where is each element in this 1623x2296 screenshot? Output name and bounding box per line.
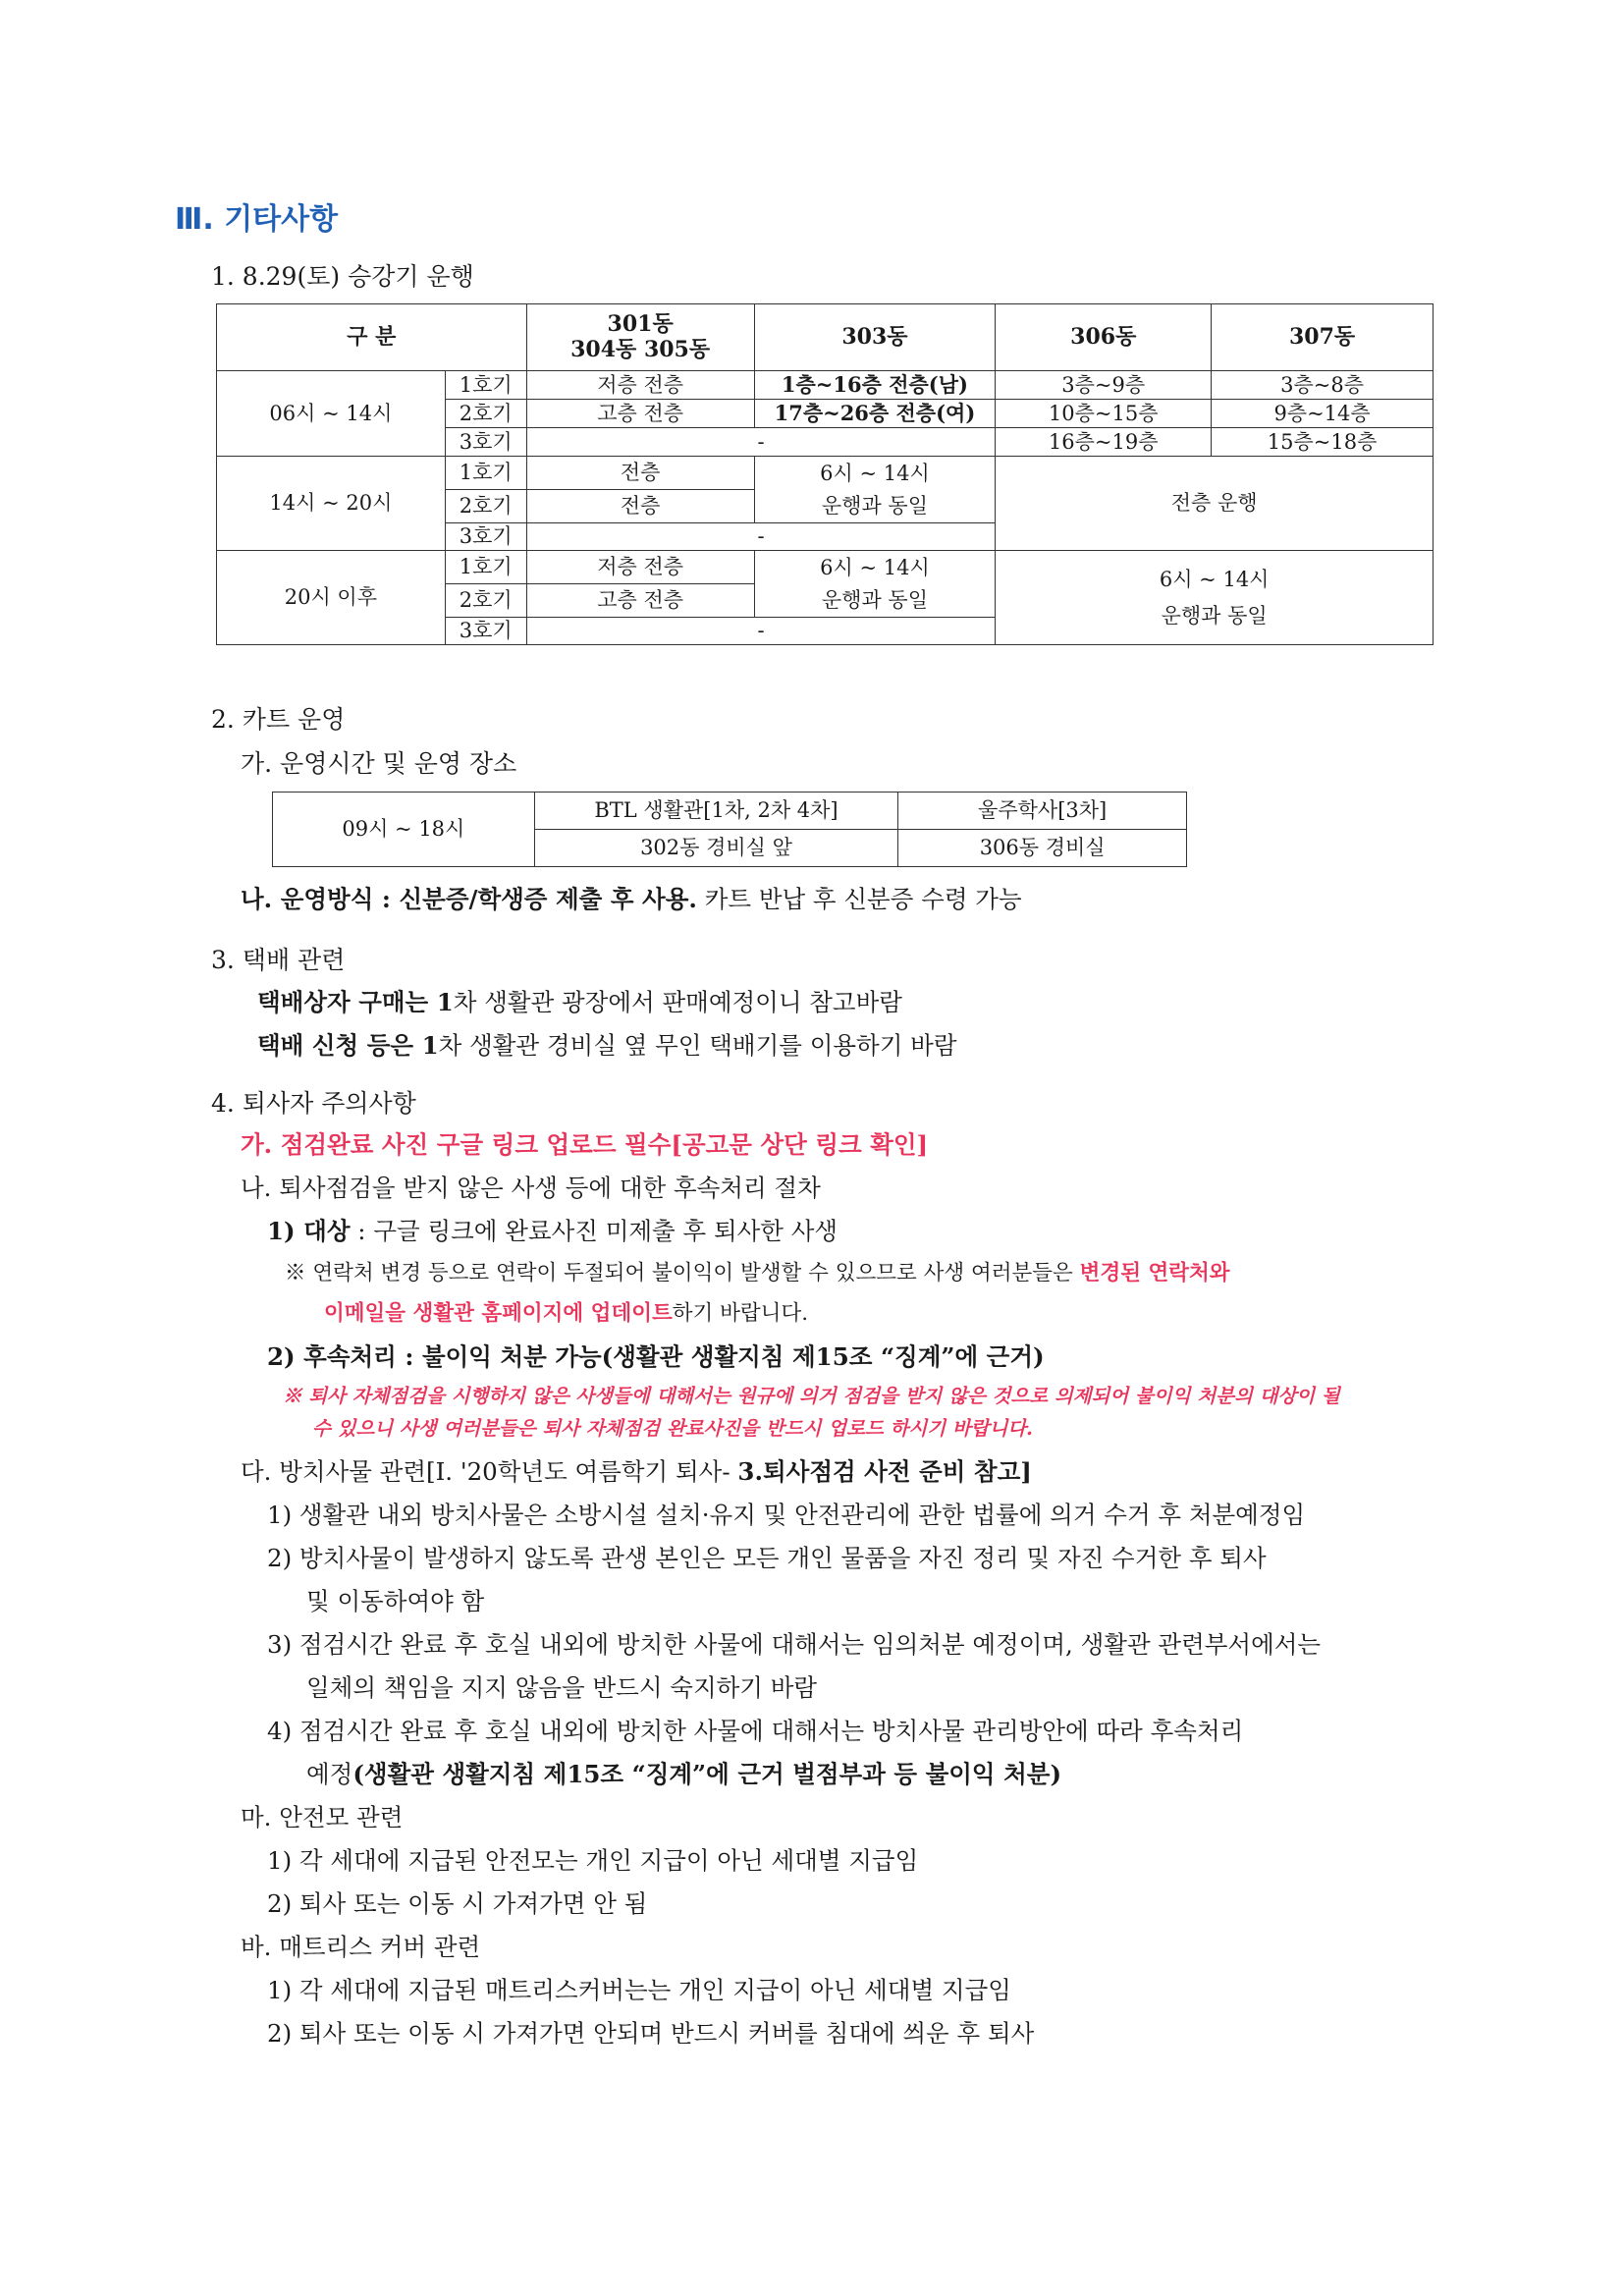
leaving-d: 마. 안전모 관련 bbox=[241, 1803, 404, 1831]
header-307: 307동 bbox=[1212, 304, 1434, 371]
cell: 전층 bbox=[526, 457, 754, 490]
cell: 고층 전층 bbox=[526, 584, 754, 618]
leaving-e2: 2) 퇴사 또는 이동 시 가져가면 안되며 반드시 커버를 침대에 씌운 후 퇴사 bbox=[267, 2019, 1035, 2048]
unit-label: 2호기 bbox=[445, 400, 526, 428]
cell: 16층~19층 bbox=[996, 428, 1212, 457]
leaving-c: 다. 방치사물 관련[Ⅰ. '20학년도 여름학기 퇴사- 3.퇴사점검 사전 준비 참고] bbox=[241, 1457, 1032, 1486]
unit-label: 3호기 bbox=[445, 618, 526, 645]
parcel-line1: 택배상자 구매는 1차 생활관 광장에서 판매예정이니 참고바람 bbox=[257, 988, 902, 1016]
header-gubun: 구 분 bbox=[217, 304, 527, 371]
leaving-b2: 2) 후속처리 : 불이익 처분 가능(생활관 생활지침 제15조 “징계”에 근거) bbox=[267, 1342, 1045, 1371]
cell: - bbox=[526, 618, 996, 645]
leaving-d2: 2) 퇴사 또는 이동 시 가져가면 안 됨 bbox=[267, 1889, 648, 1918]
cell: 15층~18층 bbox=[1212, 428, 1434, 457]
cell: 저층 전층 bbox=[526, 551, 754, 584]
cell: 전층 운행 bbox=[996, 457, 1434, 551]
cell: 6시 ~ 14시 운행과 동일 bbox=[754, 551, 996, 618]
leaving-b2-note-l1: ※ 퇴사 자체점검을 시행하지 않은 사생들에 대해서는 원규에 의거 점검을 받지 않은 것으로 의제되어 불이익 처분의 대상이 될 bbox=[283, 1385, 1340, 1407]
parcel-title: 3. 택배 관련 bbox=[211, 946, 346, 974]
cell: 6시 ~ 14시 운행과 동일 bbox=[996, 551, 1434, 645]
leaving-b1-note-l1: ※ 연락처 변경 등으로 연락이 두절되어 불이익이 발생할 수 있으므로 사생 여러분들은 변경된 연락처와 bbox=[285, 1261, 1230, 1285]
header-303: 303동 bbox=[754, 304, 996, 371]
cart-place2-head: 울주학사[3차] bbox=[898, 793, 1187, 830]
leaving-c2-l1: 2) 방치사물이 발생하지 않도록 관생 본인은 모든 개인 물품을 자진 정리 및 자진 수거한 후 퇴사 bbox=[267, 1544, 1267, 1572]
unit-label: 3호기 bbox=[445, 428, 526, 457]
unit-label: 1호기 bbox=[445, 371, 526, 400]
leaving-c3-l1: 3) 점검시간 완료 후 호실 내외에 방치한 사물에 대해서는 임의처분 예정이며, 생활관 관련부서에서는 bbox=[267, 1630, 1322, 1659]
unit-label: 1호기 bbox=[445, 551, 526, 584]
header-306: 306동 bbox=[996, 304, 1212, 371]
cell: 9층~14층 bbox=[1212, 400, 1434, 428]
parcel-line2: 택배 신청 등은 1차 생활관 경비실 옆 무인 택배기를 이용하기 바람 bbox=[257, 1031, 957, 1060]
leaving-title: 4. 퇴사자 주의사항 bbox=[211, 1089, 416, 1118]
unit-label: 2호기 bbox=[445, 490, 526, 523]
leaving-c2-l2: 및 이동하여야 함 bbox=[306, 1587, 485, 1615]
cell: - bbox=[526, 428, 996, 457]
cell: 17층~26층 전층(여) bbox=[754, 400, 996, 428]
cell: 3층~8층 bbox=[1212, 371, 1434, 400]
period-label: 20시 이후 bbox=[217, 551, 446, 645]
leaving-e: 바. 매트리스 커버 관련 bbox=[241, 1933, 481, 1961]
leaving-c1: 1) 생활관 내외 방치사물은 소방시설 설치·유지 및 안전관리에 관한 법률에 의거 수거 후 처분예정임 bbox=[267, 1501, 1306, 1529]
cart-place1: 302동 경비실 앞 bbox=[534, 830, 898, 867]
leaving-b2-note-l2: 수 있으니 사생 여러분들은 퇴사 자체점검 완료사진을 반드시 업로드 하시기 바랍니다. bbox=[312, 1417, 1033, 1440]
leaving-a: 가. 점검완료 사진 구글 링크 업로드 필수[공고문 상단 링크 확인] bbox=[241, 1130, 929, 1159]
cart-time: 09시 ~ 18시 bbox=[273, 793, 535, 867]
cell: 1층~16층 전층(남) bbox=[754, 371, 996, 400]
leaving-b1: 1) 대상 : 구글 링크에 완료사진 미제출 후 퇴사한 사생 bbox=[267, 1217, 839, 1245]
leaving-c3-l2: 일체의 책임을 지지 않음을 반드시 숙지하기 바람 bbox=[306, 1673, 818, 1702]
period-label: 14시 ~ 20시 bbox=[217, 457, 446, 551]
cell: 10층~15층 bbox=[996, 400, 1212, 428]
cell: 전층 bbox=[526, 490, 754, 523]
cell: 고층 전층 bbox=[526, 400, 754, 428]
cell: 저층 전층 bbox=[526, 371, 754, 400]
cart-sub-b: 나. 운영방식 : 신분증/학생증 제출 후 사용. 카트 반납 후 신분증 수령 가능 bbox=[241, 885, 1022, 913]
elevator-title: 1. 8.29(토) 승강기 운행 bbox=[211, 262, 474, 291]
cart-place2: 306동 경비실 bbox=[898, 830, 1187, 867]
header-301: 301동 304동 305동 bbox=[526, 304, 754, 371]
leaving-c4-l1: 4) 점검시간 완료 후 호실 내외에 방치한 사물에 대해서는 방치사물 관리방안에 따라 후속처리 bbox=[267, 1717, 1244, 1745]
cart-title: 2. 카트 운영 bbox=[211, 705, 346, 734]
cart-sub-a: 가. 운영시간 및 운영 장소 bbox=[241, 749, 517, 778]
cell: 3층~9층 bbox=[996, 371, 1212, 400]
leaving-c4-l2: 예정(생활관 생활지침 제15조 “징계”에 근거 벌점부과 등 불이익 처분) bbox=[306, 1760, 1062, 1788]
leaving-d1: 1) 각 세대에 지급된 안전모는 개인 지급이 아닌 세대별 지급임 bbox=[267, 1846, 919, 1875]
leaving-e1: 1) 각 세대에 지급된 매트리스커버는는 개인 지급이 아닌 세대별 지급임 bbox=[267, 1976, 1011, 2004]
elevator-table bbox=[216, 303, 1434, 645]
cart-table bbox=[272, 792, 1187, 867]
cart-place1-head: BTL 생활관[1차, 2차 4차] bbox=[534, 793, 898, 830]
leaving-b: 나. 퇴사점검을 받지 않은 사생 등에 대한 후속처리 절차 bbox=[241, 1174, 821, 1202]
section-heading: Ⅲ. 기타사항 bbox=[175, 202, 339, 237]
unit-label: 1호기 bbox=[445, 457, 526, 490]
unit-label: 2호기 bbox=[445, 584, 526, 618]
unit-label: 3호기 bbox=[445, 523, 526, 551]
cell: 6시 ~ 14시 운행과 동일 bbox=[754, 457, 996, 523]
cell: - bbox=[526, 523, 996, 551]
period-label: 06시 ~ 14시 bbox=[217, 371, 446, 457]
leaving-b1-note-l2: 이메일을 생활관 홈페이지에 업데이트하기 바랍니다. bbox=[324, 1301, 809, 1326]
